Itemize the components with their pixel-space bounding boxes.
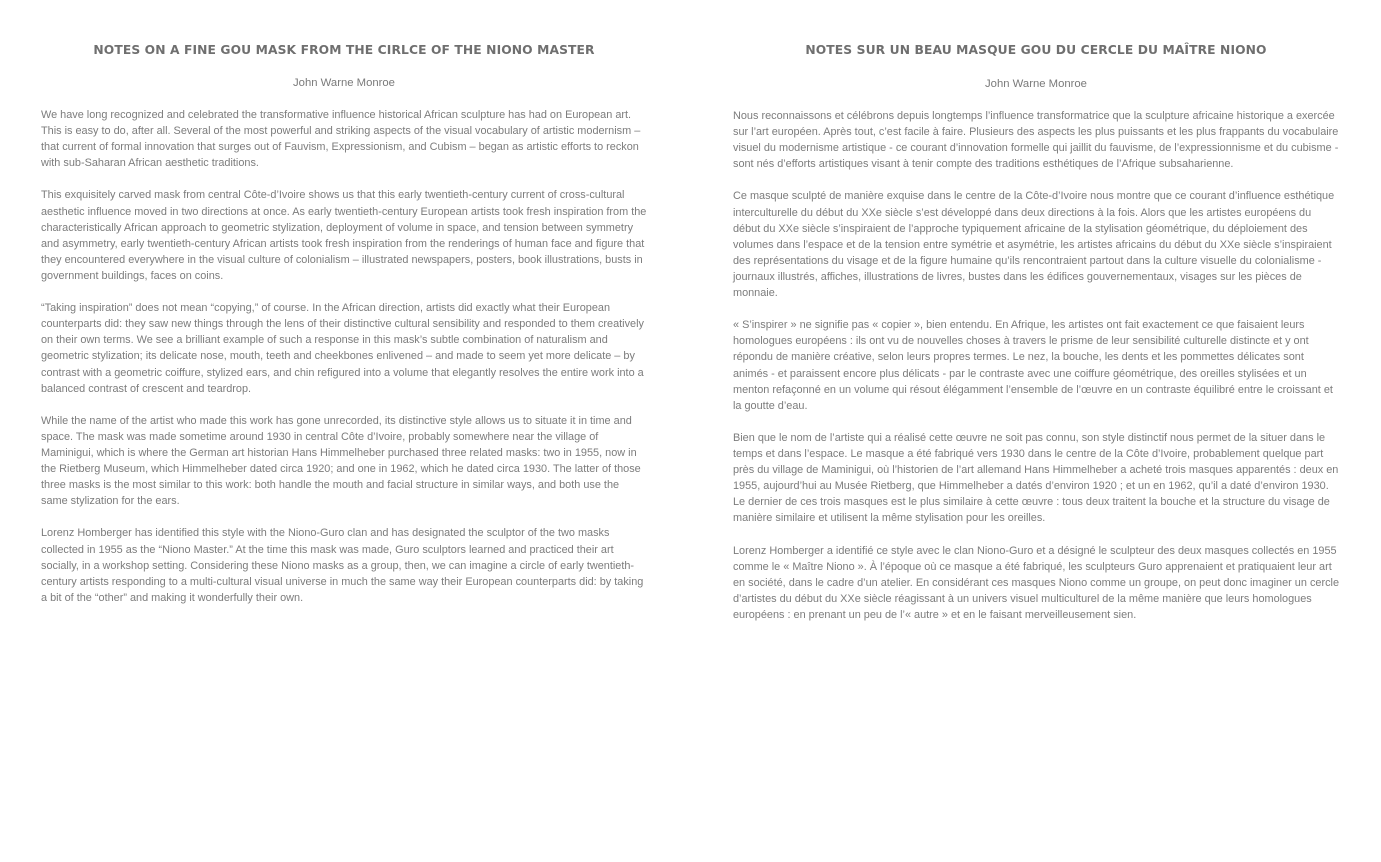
french-column xyxy=(733,0,1339,639)
french-paragraph-3: « S’inspirer » ne signifie pas « copier », bien entendu. En Afrique, les artistes ont fait exactement ce que faisaient leurs homologues européens : ils ont vu de nouvelles choses à travers le prisme de leur sensibilité culturelle distincte et y ont répondu de manière créative, selon leurs propres termes. Le nez, la bouche, les dents et les pommettes délicates sont animés - et paraissent encore plus délicats - par le contraste avec une coiffure géométrique, des oreilles stylisées et un menton refaçonné en un volume qui résout élégamment l’ensemble de l’œuvre en un contraste équilibré entre le croissant et la goutte d’eau. xyxy=(733,319,1333,412)
french-paragraph-4: Bien que le nom de l’artiste qui a réalisé cette œuvre ne soit pas connu, son style distinctif nous permet de la situer dans le temps et dans l’espace. Le masque a été fabriqué vers 1930 dans le centre de la Côte d’Ivoire, probablement quelque part près du village de Maminigui, où l’historien de l’art allemand Hans Himmelheber a acheté trois masques apparentés : deux en 1955, aujourd’hui au Musée Rietberg, que Himmelheber a datés d’environ 1920 ; et un en 1962, qu’il a daté d’environ 1930. Le dernier de ces trois masques est le plus similaire à cette œuvre : tous deux traitent la bouche et la structure du visage de manière similaire et utilisent la même stylisation pour les oreilles. xyxy=(733,431,1339,525)
french-paragraph-1: Nous reconnaissons et célébrons depuis longtemps l’influence transformatrice que la sculpture africaine historique a exercée sur l’art européen. Après tout, c’est facile à faire. Plusieurs des aspects les plus puissants et les plus frappants du vocabulaire visuel du modernisme artistique - ce courant d’innovation formelle qui jaillit du fauvisme, de l’expressionnisme et du cubisme - sont nés d’efforts artistiques visant à tenir compte des traditions esthétiques de l’Afrique subsaharienne. xyxy=(733,110,1339,171)
english-title: NOTES ON A FINE GOU MASK FROM THE CIRLCE OF THE NIONO MASTER xyxy=(93,43,595,57)
english-author: John Warne Monroe xyxy=(293,77,395,89)
french-paragraph-5: Lorenz Homberger a identifié ce style avec le clan Niono-Guro et a désigné le sculpteur des deux masques collectés en 1955 comme le « Maître Niono ». À l’époque où ce masque a été fabriqué, les sculpteurs Guro apprenaient et pratiquaient leur art en société, dans le cadre d’un atelier. En considérant ces masques Niono comme un groupe, on peut donc imaginer un cercle d’artistes du début du XXe siècle réagissant à un univers visuel multiculturel de la même manière que leurs homologues européens : en prenant un peu de l’« autre » et en le faisant merveilleusement sien. xyxy=(733,544,1339,621)
english-column xyxy=(41,0,647,622)
french-title: NOTES SUR UN BEAU MASQUE GOU DU CERCLE DU MAÎTRE NIONO xyxy=(805,43,1267,57)
french-author: John Warne Monroe xyxy=(985,78,1087,90)
english-paragraph-3: “Taking inspiration” does not mean “copying,” of course. In the African direction, artists did exactly what their European counterparts did: they saw new things through the lens of their distinctive cultural sensibility and responded to them creatively on their own terms. We see a brilliant example of such a response in this mask’s subtle combination of naturalism and geometric stylization; its delicate nose, mouth, teeth and cheekbones enlivened – and made to seem yet more delicate – by contrast with a geometric coiffure, stylized ears, and chin refigured into a volume that elegantly resolves the entire work into a balanced contrast of crescent and teardrop. xyxy=(41,302,644,395)
english-body xyxy=(41,107,647,606)
french-body xyxy=(733,108,1339,623)
english-paragraph-5: Lorenz Homberger has identified this style with the Niono-Guro clan and has designated the sculptor of the two masks collected in 1955 as the “Niono Master.” At the time this mask was made, Guro sculptors learned and practiced their art socially, in a workshop setting. Considering these Niono masks as a group, then, we can imagine a circle of early twentieth-century artists responding to a multi-cultural visual universe in much the same way their European counterparts did: by taking a bit of the “other” and making it wonderfully their own. xyxy=(41,527,644,604)
french-paragraph-2: Ce masque sculpté de manière exquise dans le centre de la Côte-d’Ivoire nous montre que ce courant d’influence esthétique interculturelle du début du XXe siècle s’est développé dans deux directions à la fois. Alors que les artistes européens du début du XXe siècle s’inspiraient de l’approche typiquement africaine de la stylisation géométrique, du déploiement des volumes dans l’espace et de la tension entre symétrie et asymétrie, les artistes africains du début du XXe siècle s’inspiraient des représentations du visage et de la figure humaine qu’ils rencontraient partout dans la culture visuelle du colonialisme - journaux illustrés, affiches, illustrations de livres, bustes dans les édifices gouvernementaux, visages sur les pièces de monnaie. xyxy=(733,190,1335,300)
english-paragraph-4: While the name of the artist who made this work has gone unrecorded, its distinctive style allows us to situate it in time and space. The mask was made sometime around 1930 in central Côte d’Ivoire, probably somewhere near the village of Maminigui, which is where the German art historian Hans Himmelheber purchased three related masks: two in 1955, now in the Rietberg Museum, which Himmelheber dated circa 1920; and one in 1962, which he dated circa 1930. The latter of those three masks is the most similar to this work: both handle the mouth and facial structure in similar ways, and both use the same stylization for the ears. xyxy=(41,414,641,508)
english-paragraph-2: This exquisitely carved mask from central Côte-d’Ivoire shows us that this early twentieth-century current of cross-cultural aesthetic influence moved in two directions at once. As early twentieth-century European artists took fresh inspiration from the characteristically African approach to geometric stylization, deployment of volume in space, and tension between symmetry and asymmetry, early twentieth-century African artists took fresh inspiration from the renderings of human face and figure that they encountered everywhere in the visual culture of colonialism – illustrated newspapers, posters, book illustrations, busts in government buildings, faces on coins. xyxy=(41,189,647,282)
english-paragraph-1: We have long recognized and celebrated the transformative influence historical African sculpture has had on European art. This is easy to do, after all. Several of the most powerful and striking aspects of the visual vocabulary of artistic modernism – that current of formal innovation that surges out of Fauvism, Expressionism, and Cubism – began as artistic efforts to reckon with sub-Saharan African aesthetic traditions. xyxy=(41,109,641,170)
